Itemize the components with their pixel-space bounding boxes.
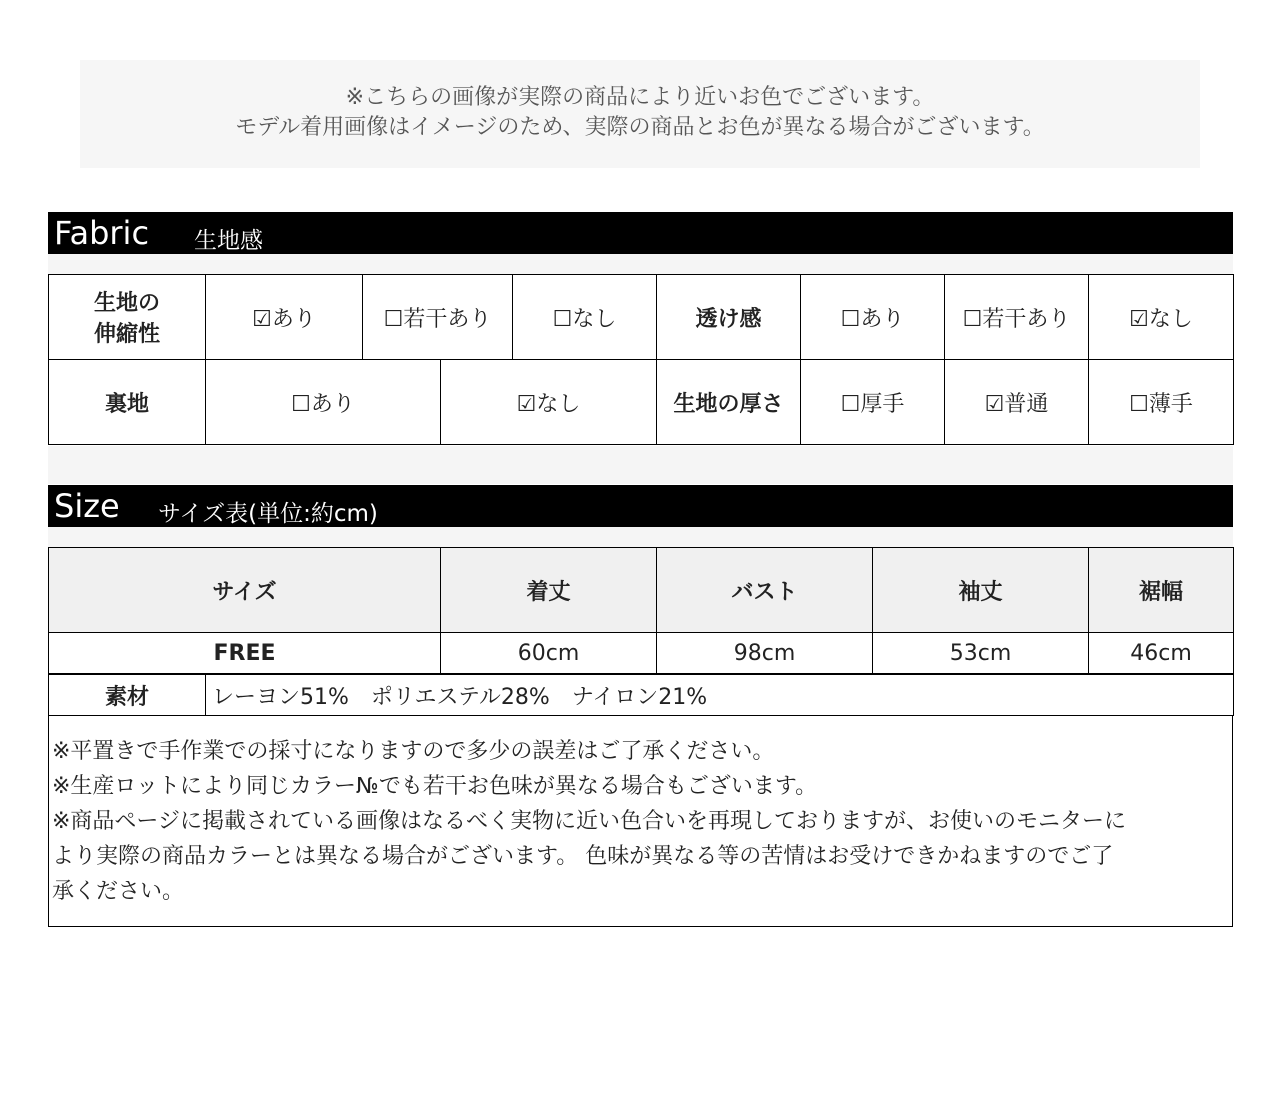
- material-label: 素材: [49, 675, 206, 716]
- fabric-header-bar: [48, 212, 1233, 254]
- sheer-option-slight: ☐若干あり: [945, 275, 1089, 360]
- sheer-label: 透け感: [657, 275, 801, 360]
- stretch-label-line1: 生地の: [93, 291, 160, 316]
- notice-line-1: ※こちらの画像が実際の商品により近いお色でございます。: [345, 85, 935, 110]
- size-header-hem: 裾幅: [1089, 548, 1234, 633]
- size-title-jp: サイズ表(単位:約cm): [158, 501, 378, 527]
- fabric-title-en: Fabric: [54, 214, 150, 252]
- size-value-length: 60cm: [441, 633, 657, 674]
- lining-label: 裏地: [49, 360, 206, 445]
- stretch-label-line2: 伸縮性: [93, 322, 160, 347]
- thickness-option-thin: ☐薄手: [1089, 360, 1234, 445]
- size-value-bust: 98cm: [657, 633, 873, 674]
- fabric-title-jp: 生地感: [194, 228, 263, 254]
- thickness-label: 生地の厚さ: [657, 360, 801, 445]
- notice-line-2: モデル着用画像はイメージのため、実際の商品とお色が異なる場合がございます。: [235, 115, 1045, 140]
- note-line-5: 承ください。: [52, 879, 185, 904]
- note-line-2: ※生産ロットにより同じカラー№でも若干お色味が異なる場合もございます。: [52, 774, 818, 799]
- size-header-bar: [48, 485, 1233, 527]
- size-header-length: 着丈: [441, 548, 657, 633]
- material-value: レーヨン51% ポリエステル28% ナイロン21%: [206, 675, 1234, 716]
- size-header-sleeve: 袖丈: [873, 548, 1089, 633]
- size-value-free: FREE: [49, 633, 441, 674]
- lining-option-none: ☑なし: [441, 360, 657, 445]
- size-header-bust: バスト: [657, 548, 873, 633]
- note-line-4: より実際の商品カラーとは異なる場合がございます。 色味が異なる等の苦情はお受けできかねますのでご了: [52, 844, 1114, 869]
- size-value-sleeve: 53cm: [873, 633, 1089, 674]
- thickness-option-thick: ☐厚手: [801, 360, 945, 445]
- note-line-3: ※商品ページに掲載されている画像はなるべく実物に近い色合いを再現しておりますが、お使いのモニターに: [52, 809, 1126, 834]
- note-line-1: ※平置きで手作業での採寸になりますので多少の誤差はご了承ください。: [52, 739, 775, 764]
- thickness-option-normal: ☑普通: [945, 360, 1089, 445]
- stretch-label: [49, 275, 206, 360]
- size-header-size: サイズ: [49, 548, 441, 633]
- spacer: [48, 254, 1233, 274]
- spacer: [48, 446, 1233, 484]
- spacer: [48, 527, 1233, 547]
- stretch-option-none: ☐なし: [513, 275, 657, 360]
- sheer-option-yes: ☐あり: [801, 275, 945, 360]
- size-title-en: Size: [54, 487, 120, 525]
- size-table: [48, 547, 1234, 674]
- sheer-option-none: ☑なし: [1089, 275, 1234, 360]
- stretch-option-slight: ☐若干あり: [363, 275, 513, 360]
- color-notice: [80, 60, 1200, 168]
- size-value-hem: 46cm: [1089, 633, 1234, 674]
- stretch-option-yes: ☑あり: [206, 275, 363, 360]
- material-table: [48, 674, 1234, 716]
- fabric-table: [48, 274, 1234, 445]
- notes-box: [48, 716, 1233, 927]
- lining-option-yes: ☐あり: [206, 360, 441, 445]
